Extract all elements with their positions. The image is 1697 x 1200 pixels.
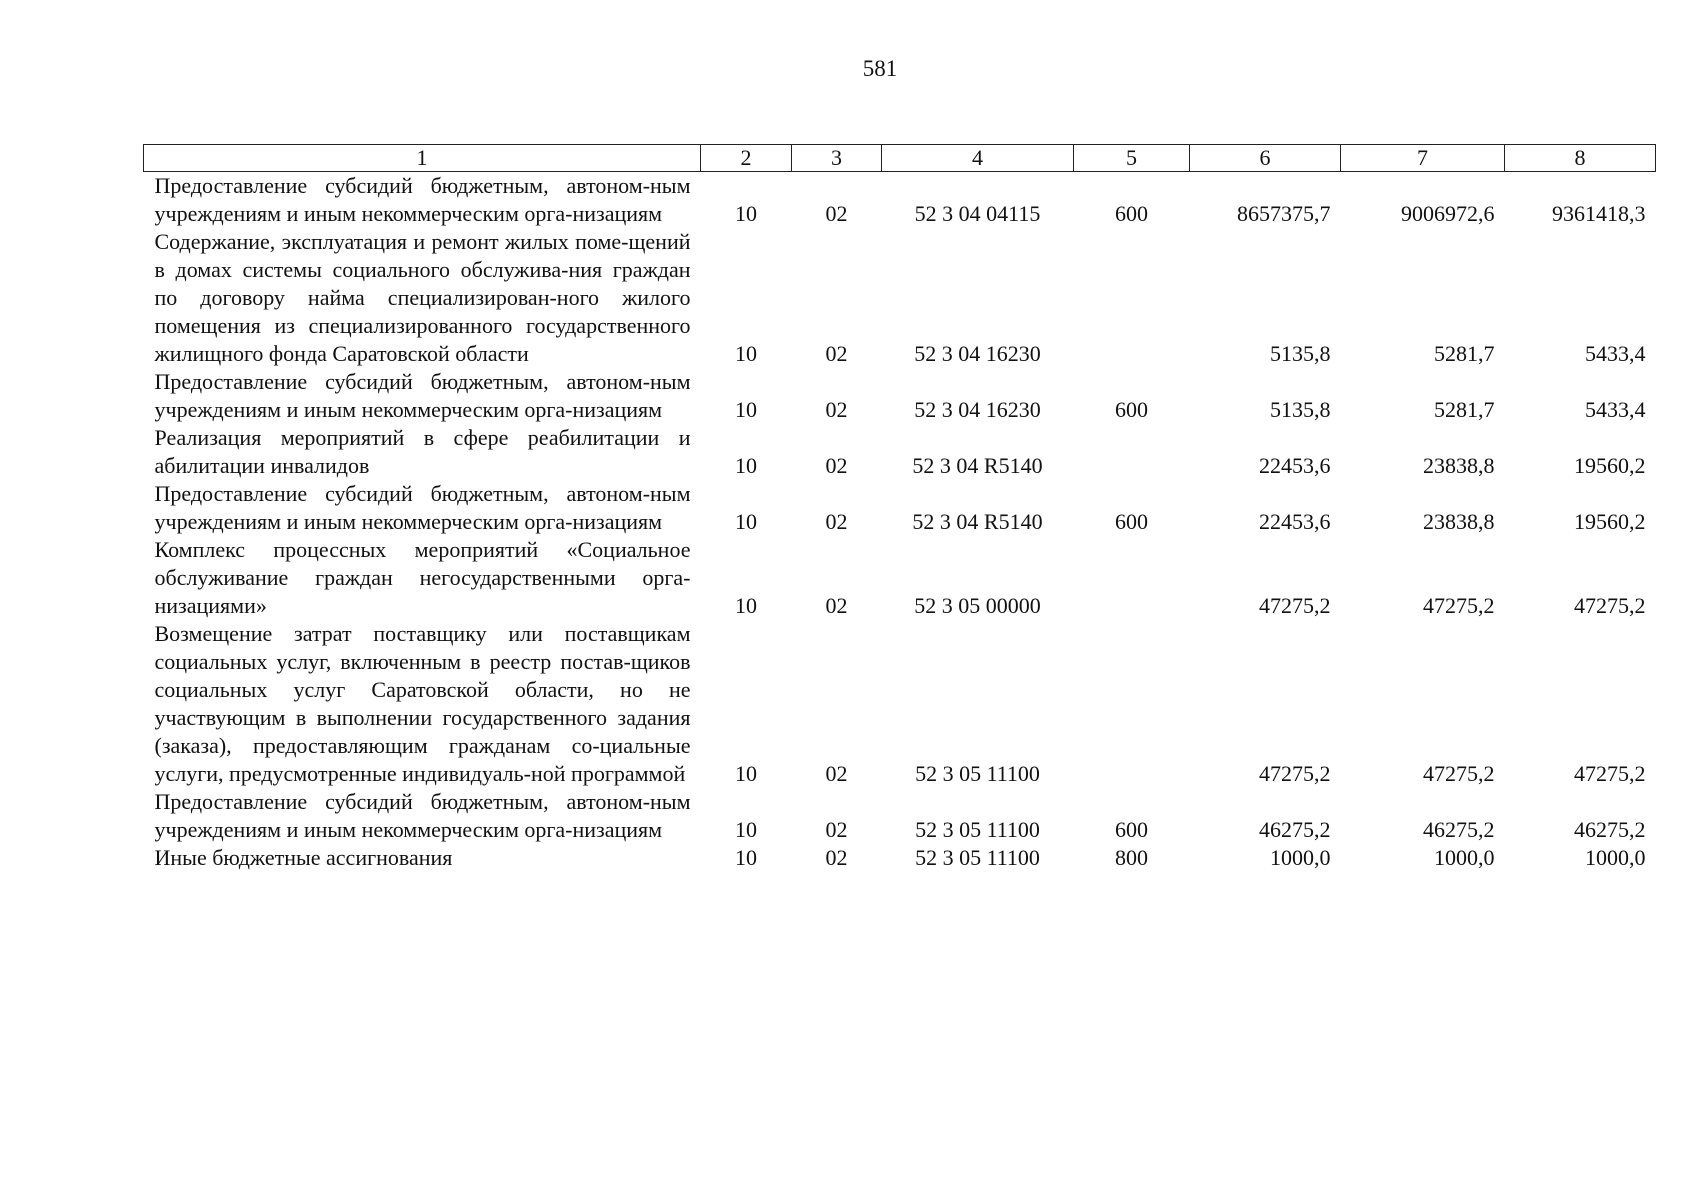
expense-type-cell: 600 (1115, 201, 1148, 226)
expense-type-cell (1074, 424, 1190, 480)
subsection-cell: 02 (825, 593, 848, 618)
expense-type-cell: 600 (1115, 397, 1148, 422)
page-number: 581 (862, 56, 898, 81)
table-row (144, 172, 1656, 229)
table-row (144, 844, 1656, 872)
column-header: 4 (882, 145, 1074, 172)
amount-cell-7: 47275,2 (1423, 761, 1495, 786)
amount-cell-6: 47275,2 (1259, 761, 1331, 786)
item-name-cell: Предоставление субсидий бюджетным, автоном-ным учреждениям и иным некоммерческим орга-низациям (154, 173, 691, 226)
item-name-cell: Возмещение затрат поставщику или поставщикам социальных услуг, включенным в реестр постав-щиков социальных услуг Саратовской области, но не участвующим в выполнении государственного задания (заказа), предоставляющим гражданам со-циальные услуги, предусмотренные индивидуаль-ной программой (154, 621, 691, 786)
amount-cell-8: 19560,2 (1574, 453, 1646, 478)
amount-cell-8: 5433,4 (1585, 397, 1646, 422)
target-article-cell: 52 3 05 11100 (915, 761, 1040, 786)
subsection-cell: 02 (825, 845, 848, 870)
header-row (144, 145, 1656, 172)
expense-type-cell (1074, 536, 1190, 620)
amount-cell-8: 19560,2 (1574, 509, 1646, 534)
column-header: 3 (792, 145, 882, 172)
target-article-cell: 52 3 04 16230 (914, 341, 1041, 366)
amount-cell-7: 5281,7 (1434, 397, 1495, 422)
section-cell: 10 (735, 817, 757, 842)
table-row (144, 536, 1656, 620)
amount-cell-8: 46275,2 (1574, 817, 1646, 842)
table-row (144, 480, 1656, 536)
expense-type-cell: 600 (1115, 817, 1148, 842)
section-cell: 10 (735, 761, 757, 786)
section-cell: 10 (735, 201, 757, 226)
subsection-cell: 02 (825, 341, 848, 366)
column-header: 2 (701, 145, 792, 172)
budget-table (143, 144, 1656, 872)
amount-cell-7: 9006972,6 (1401, 201, 1495, 226)
amount-cell-6: 47275,2 (1259, 593, 1331, 618)
subsection-cell: 02 (825, 817, 848, 842)
column-header: 6 (1190, 145, 1341, 172)
item-name-cell: Предоставление субсидий бюджетным, автоном-ным учреждениям и иным некоммерческим орга-низациям (154, 369, 691, 422)
amount-cell-7: 23838,8 (1423, 453, 1495, 478)
amount-cell-6: 22453,6 (1259, 453, 1331, 478)
column-header: 8 (1505, 145, 1656, 172)
amount-cell-6: 8657375,7 (1237, 201, 1331, 226)
amount-cell-7: 46275,2 (1423, 817, 1495, 842)
item-name-cell: Комплекс процессных мероприятий «Социальное обслуживание граждан негосударственными орга-низациями» (154, 537, 691, 618)
table-row (144, 424, 1656, 480)
item-name-cell: Реализация мероприятий в сфере реабилитации и абилитации инвалидов (154, 425, 691, 478)
target-article-cell: 52 3 05 00000 (914, 593, 1041, 618)
amount-cell-6: 46275,2 (1259, 817, 1331, 842)
section-cell: 10 (735, 509, 757, 534)
amount-cell-6: 22453,6 (1259, 509, 1331, 534)
subsection-cell: 02 (825, 509, 848, 534)
subsection-cell: 02 (825, 761, 848, 786)
table-row (144, 788, 1656, 844)
expense-type-cell (1074, 620, 1190, 788)
item-name-cell: Предоставление субсидий бюджетным, автоном-ным учреждениям и иным некоммерческим орга-низациям (154, 481, 691, 534)
section-cell: 10 (735, 845, 757, 870)
column-header: 1 (144, 145, 701, 172)
section-cell: 10 (735, 453, 757, 478)
section-cell: 10 (735, 341, 757, 366)
target-article-cell: 52 3 04 R5140 (912, 453, 1043, 478)
amount-cell-8: 1000,0 (1585, 845, 1646, 870)
item-name-cell: Содержание, эксплуатация и ремонт жилых поме-щений в домах системы социального обслужива-ния граждан по договору найма специализирован-ного жилого помещения из специализированного государственного жилищного фонда Саратовской области (154, 229, 691, 366)
amount-cell-7: 1000,0 (1434, 845, 1495, 870)
amount-cell-6: 5135,8 (1270, 341, 1331, 366)
target-article-cell: 52 3 04 04115 (914, 201, 1041, 226)
column-header: 5 (1074, 145, 1190, 172)
amount-cell-7: 23838,8 (1423, 509, 1495, 534)
column-header: 7 (1341, 145, 1505, 172)
subsection-cell: 02 (825, 201, 848, 226)
target-article-cell: 52 3 04 R5140 (912, 509, 1043, 534)
expense-type-cell: 600 (1115, 509, 1148, 534)
amount-cell-8: 47275,2 (1574, 761, 1646, 786)
amount-cell-6: 5135,8 (1270, 397, 1331, 422)
amount-cell-6: 1000,0 (1270, 845, 1331, 870)
section-cell: 10 (735, 397, 757, 422)
target-article-cell: 52 3 05 11100 (915, 817, 1040, 842)
expense-type-cell: 800 (1115, 845, 1148, 870)
amount-cell-7: 5281,7 (1434, 341, 1495, 366)
item-name-cell: Иные бюджетные ассигнования (154, 845, 453, 870)
amount-cell-8: 47275,2 (1574, 593, 1646, 618)
section-cell: 10 (735, 593, 757, 618)
table-row (144, 228, 1656, 368)
amount-cell-8: 5433,4 (1585, 341, 1646, 366)
item-name-cell: Предоставление субсидий бюджетным, автоном-ным учреждениям и иным некоммерческим орга-низациям (154, 789, 691, 842)
subsection-cell: 02 (825, 397, 848, 422)
amount-cell-7: 47275,2 (1423, 593, 1495, 618)
table-row (144, 620, 1656, 788)
target-article-cell: 52 3 05 11100 (915, 845, 1040, 870)
table-row (144, 368, 1656, 424)
subsection-cell: 02 (825, 453, 848, 478)
amount-cell-8: 9361418,3 (1552, 201, 1646, 226)
expense-type-cell (1074, 228, 1190, 368)
target-article-cell: 52 3 04 16230 (914, 397, 1041, 422)
